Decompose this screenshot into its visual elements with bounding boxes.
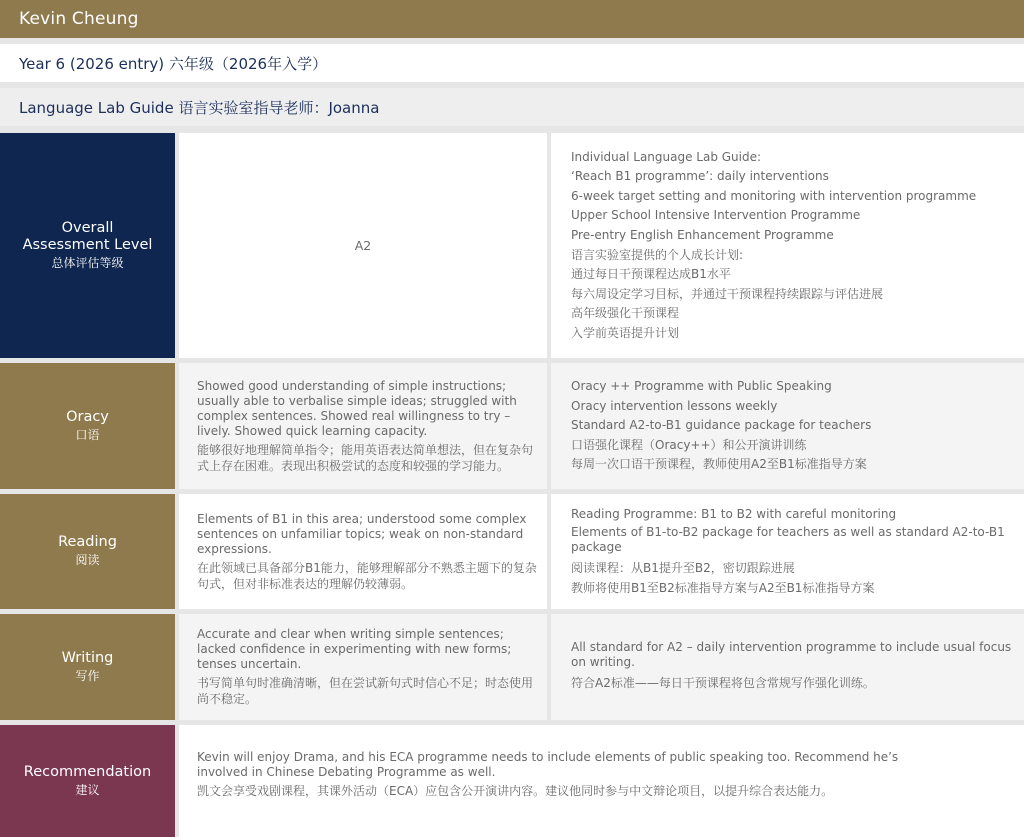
reading-label-en: Reading: [58, 534, 117, 550]
writing-comment-zh: 书写简单句时准确清晰，但在尝试新句式时信心不足；时态使用尚不稳定。: [197, 676, 534, 706]
plan-line: Upper School Intensive Intervention Programme: [571, 208, 861, 223]
oracy-comment-cell: [179, 363, 547, 489]
language-lab-guide: Language Lab Guide 语言实验室指导老师：Joanna: [19, 98, 380, 117]
writing-label-cell: [0, 614, 175, 720]
plan-line: 教师将使用B1至B2标准指导方案与A2至B1标准指导方案: [571, 580, 875, 595]
plan-line: 每周一次口语干预课程，教师使用A2至B1标准指导方案: [571, 457, 867, 472]
oracy-plan-cell: [551, 363, 1024, 489]
oracy-comment-en: Showed good understanding of simple instructions; usually able to verbalise simple ideas; struggled with complex sentences. Showed real willingness to try – lively. Showed quick learning capacity.: [197, 378, 517, 438]
overall-label-en: Overall Assessment Level: [22, 219, 153, 253]
overall-plan-cell: [551, 133, 1024, 358]
plan-line: 语言实验室提供的个人成长计划:: [571, 247, 744, 262]
plan-line: 符合A2标准——每日干预课程将包含常规写作强化训练。: [571, 676, 875, 691]
oracy-comment-zh: 能够很好地理解简单指令；能用英语表达简单想法，但在复杂句式上存在困难。表现出积极尝试的态度和较强的学习能力。: [197, 442, 534, 473]
recommendation-label-cell: [0, 725, 175, 837]
plan-line: 口语强化课程（Oracy++）和公开演讲训练: [571, 437, 807, 452]
year-band: [0, 44, 1024, 82]
recommendation-row: [0, 725, 1024, 837]
oracy-label-zh: 口语: [75, 427, 100, 442]
plan-line: All standard for A2 – daily intervention programme to include usual focus on writing.: [571, 640, 1012, 670]
plan-line: 通过每日干预课程达成B1水平: [571, 267, 731, 282]
student-name-header: [0, 0, 1024, 38]
plan-line: ‘Reach B1 programme’: daily interventions: [571, 169, 829, 184]
reading-plan-cell: [551, 494, 1024, 609]
writing-comment-cell: [179, 614, 547, 720]
oracy-label-cell: [0, 363, 175, 489]
reading-label-cell: [0, 494, 175, 609]
plan-line: 6-week target setting and monitoring with intervention programme: [571, 188, 977, 203]
plan-line: 入学前英语提升计划: [571, 325, 680, 340]
writing-label-en: Writing: [61, 649, 114, 666]
recommendation-text-cell: [179, 725, 1024, 837]
reading-comment-en: Elements of B1 in this area; understood some complex sentences on unfamiliar topics; weak on non-standard expressions.: [197, 511, 527, 556]
overall-row: [0, 133, 1024, 358]
reading-row: [0, 494, 1024, 609]
plan-line: Oracy intervention lessons weekly: [571, 398, 778, 413]
writing-comment-en: Accurate and clear when writing simple sentences; lacked confidence in experimenting with new forms; tenses uncertain.: [197, 627, 512, 671]
guide-band: [0, 88, 1024, 126]
plan-line: Individual Language Lab Guide:: [571, 149, 762, 164]
plan-line: 每六周设定学习目标，并通过干预课程持续跟踪与评估进展: [571, 286, 884, 301]
student-name: Kevin Cheung: [19, 9, 139, 29]
writing-label-zh: 写作: [75, 668, 100, 683]
reading-label-zh: 阅读: [75, 553, 100, 567]
recommendation-text-en: Kevin will enjoy Drama, and his ECA programme needs to include elements of public speaking too. Recommend he’s involved in Chinese Debating Programme as well.: [197, 750, 899, 779]
overall-level-cell: [179, 133, 547, 358]
plan-line: Standard A2-to-B1 guidance package for teachers: [571, 418, 872, 433]
plan-line: Elements of B1-to-B2 package for teachers as well as standard A2-to-B1 package: [571, 525, 1005, 555]
writing-row: [0, 614, 1024, 720]
plan-line: Pre-entry English Enhancement Programme: [571, 227, 834, 242]
oracy-row: [0, 363, 1024, 489]
recommendation-text-zh: 凯文会享受戏剧课程，其课外活动（ECA）应包含公开演讲内容。建议他同时参与中文辩论项目，以提升综合表达能力。: [197, 784, 834, 798]
writing-plan-cell: [551, 614, 1024, 720]
reading-comment-zh: 在此领域已具备部分B1能力，能够理解部分不熟悉主题下的复杂句式，但对非标准表达的理解仍较薄弱。: [197, 560, 537, 591]
oracy-label-en: Oracy: [66, 408, 109, 425]
plan-line: 高年级强化干预课程: [571, 306, 680, 321]
plan-line: 阅读课程：从B1提升至B2，密切跟踪进展: [571, 561, 795, 576]
overall-level-value: A2: [354, 238, 372, 253]
reading-comment-cell: [179, 494, 547, 609]
recommendation-label-zh: 建议: [75, 782, 100, 797]
plan-line: Reading Programme: B1 to B2 with careful monitoring: [571, 506, 897, 521]
recommendation-label-en: Recommendation: [23, 763, 152, 780]
plan-line: Oracy ++ Programme with Public Speaking: [571, 379, 832, 394]
overall-label-zh: 总体评估等级: [51, 255, 124, 270]
year-entry: Year 6 (2026 entry) 六年级（2026年入学）: [19, 54, 328, 73]
overall-label-cell: [0, 133, 175, 358]
